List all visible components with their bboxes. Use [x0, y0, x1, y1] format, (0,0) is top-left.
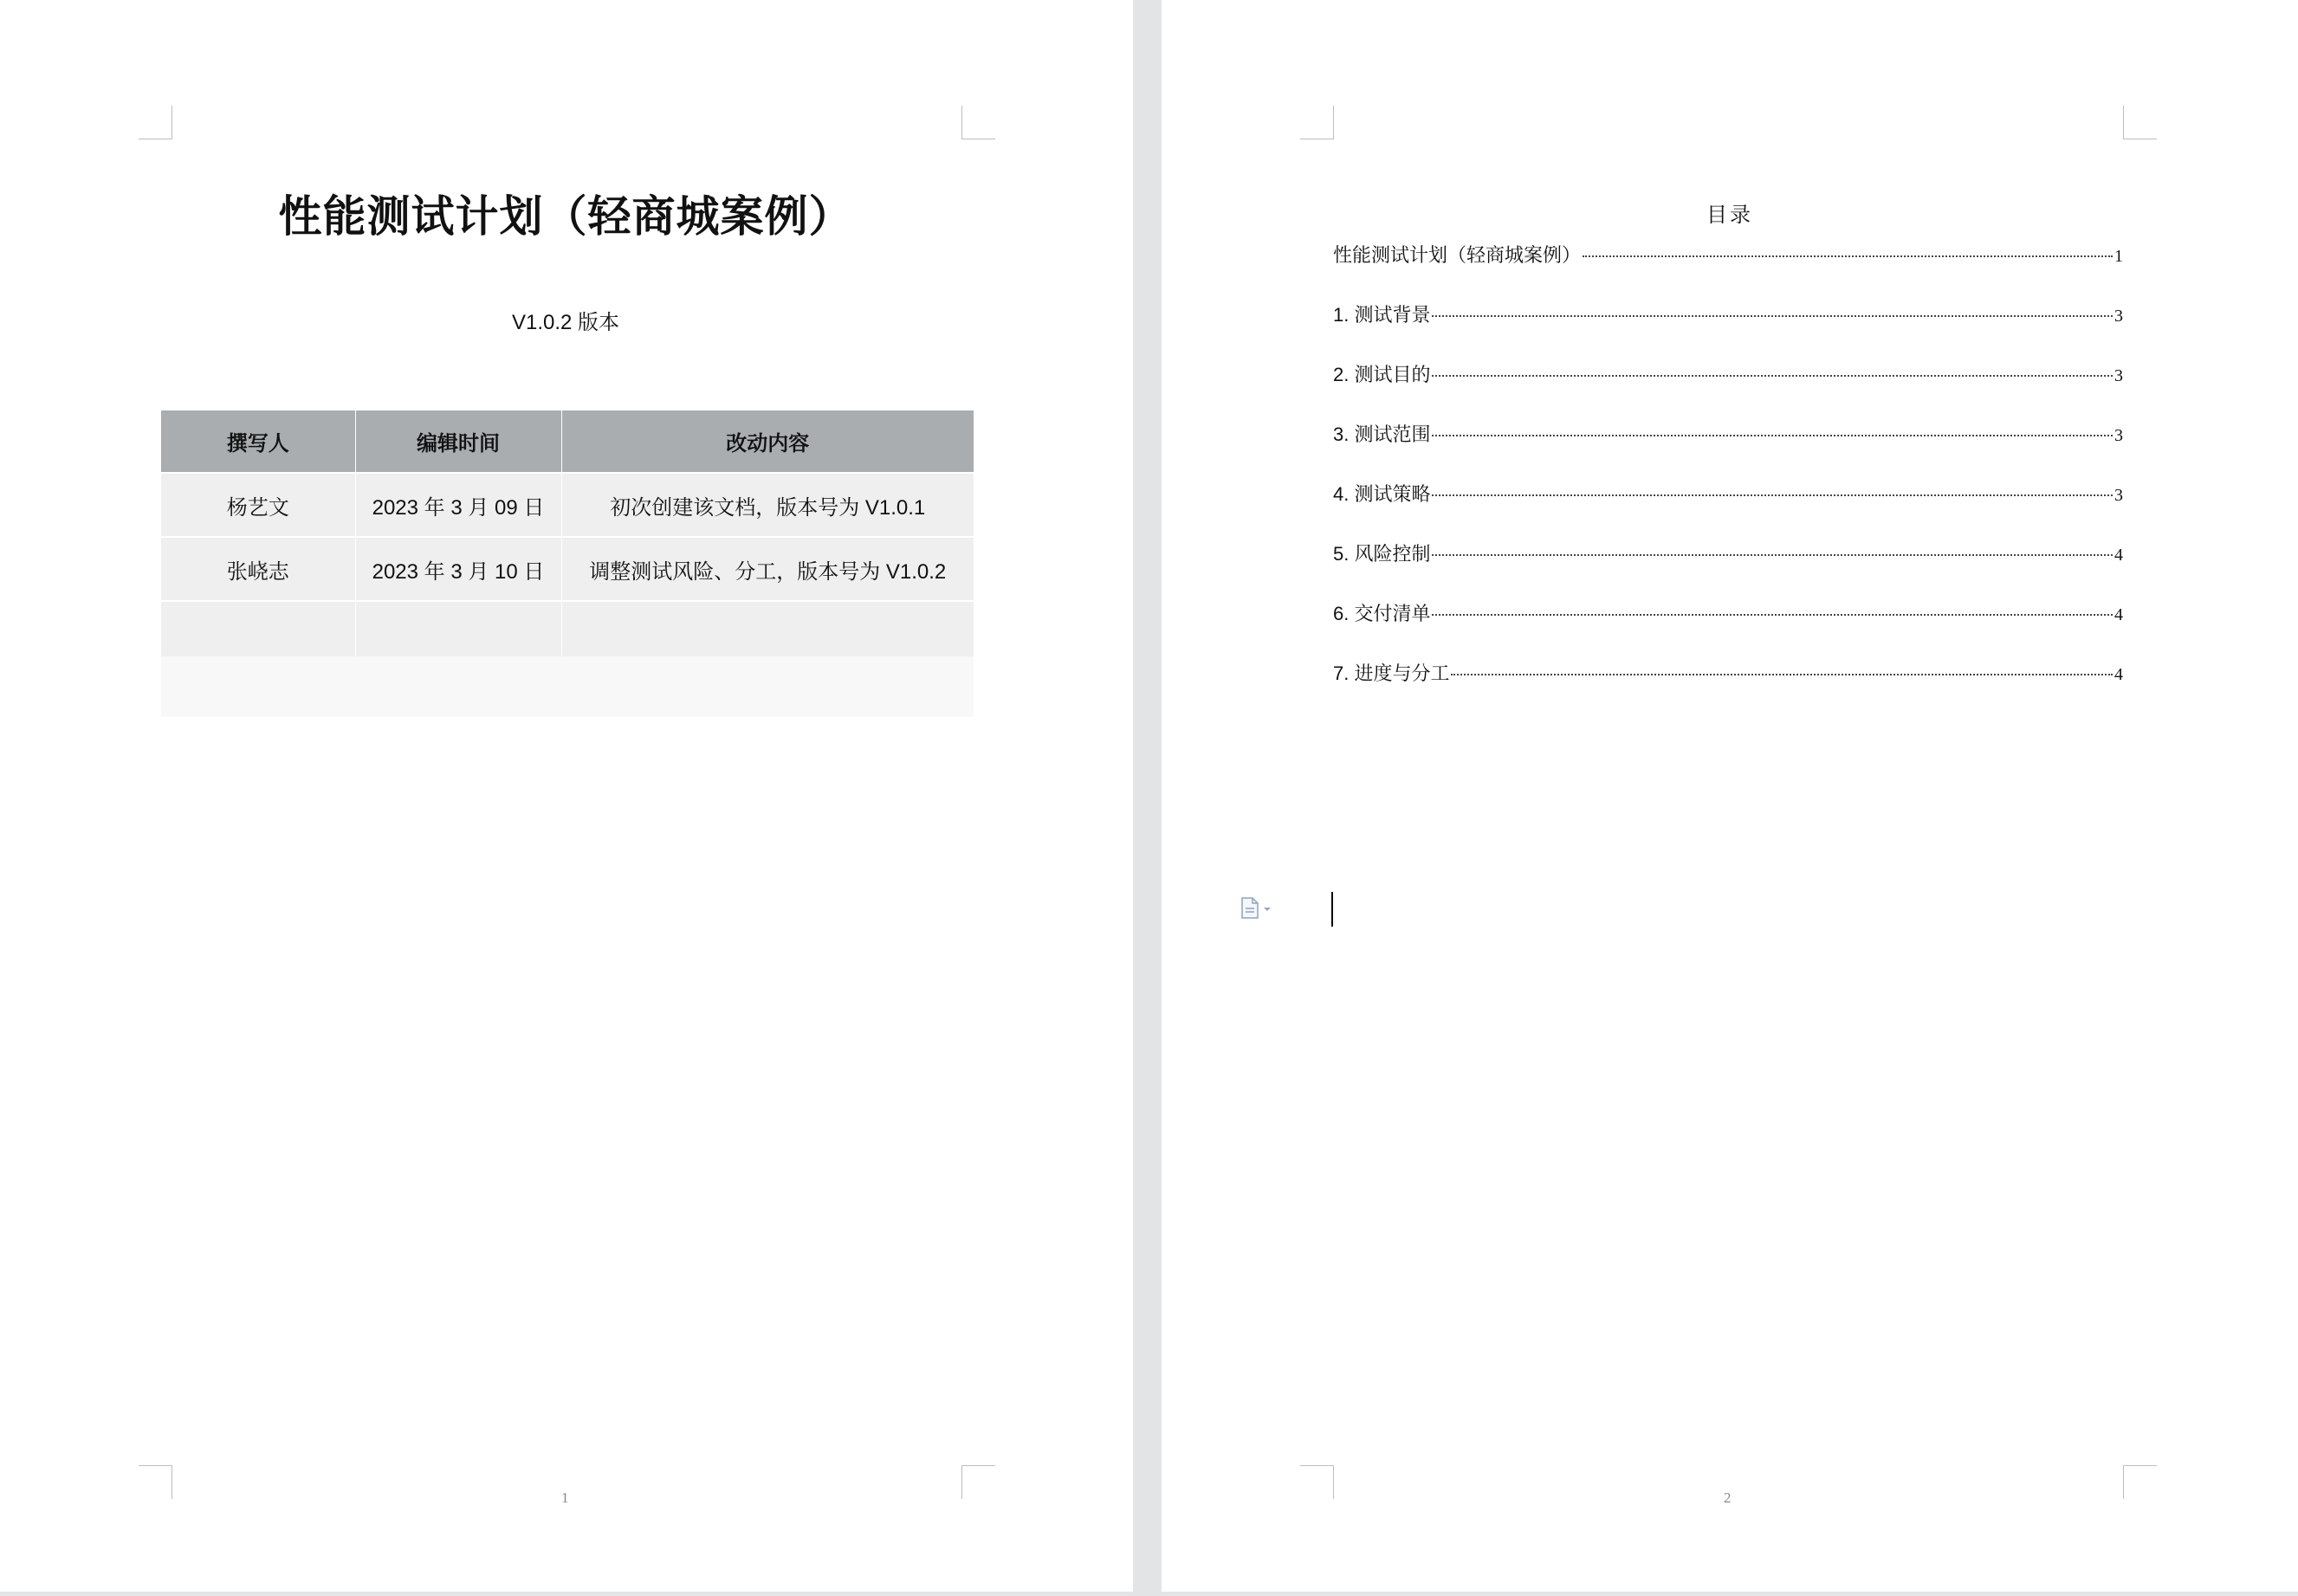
table-cell[interactable]	[561, 601, 974, 665]
toc-entry[interactable]	[1333, 241, 2123, 300]
table-cell[interactable]: 调整测试风险、分工，版本号为 V1.0.2	[561, 537, 974, 601]
toc-leader-dots	[1432, 494, 2113, 496]
toc-entry-label: 6. 交付清单	[1333, 603, 1431, 624]
table-cell[interactable]: 杨艺文	[161, 473, 355, 537]
table-of-contents	[1333, 241, 2123, 719]
table-header-row	[161, 410, 974, 473]
crop-mark	[2123, 106, 2157, 139]
document-title[interactable]: 性能测试计划（轻商城案例）	[278, 192, 853, 241]
revision-table[interactable]	[161, 410, 974, 666]
toc-entry-label: 7. 进度与分工	[1333, 662, 1450, 684]
crop-mark	[1300, 1465, 1334, 1499]
toc-entry[interactable]	[1333, 599, 2123, 659]
toc-leader-dots	[1583, 255, 2113, 257]
column-header[interactable]: 编辑时间	[355, 410, 561, 473]
table-row	[161, 601, 974, 665]
table-cell[interactable]: 2023 年 3 月 09 日	[355, 473, 561, 537]
toc-entry-label: 2. 测试目的	[1333, 364, 1431, 385]
page-number: 1	[561, 1489, 569, 1506]
paste-options-icon[interactable]	[1240, 897, 1259, 920]
table-shadow	[161, 656, 974, 717]
table-cell[interactable]	[161, 601, 355, 665]
toc-entry-page: 1	[2114, 247, 2123, 266]
toc-entry[interactable]	[1333, 300, 2123, 360]
crop-mark	[961, 106, 995, 139]
toc-entry-page: 3	[2114, 426, 2123, 445]
toc-leader-dots	[1432, 375, 2113, 377]
toc-entry-label: 4. 测试策略	[1333, 483, 1431, 505]
toc-entry-label: 5. 风险控制	[1333, 543, 1431, 565]
toc-entry[interactable]	[1333, 420, 2123, 480]
toc-leader-dots	[1432, 315, 2113, 317]
toc-entry[interactable]	[1333, 540, 2123, 599]
toc-heading[interactable]: 目录	[1706, 204, 1753, 227]
toc-entry[interactable]	[1333, 360, 2123, 420]
toc-entry-page: 3	[2114, 307, 2123, 326]
table-row	[161, 473, 974, 537]
toc-entry-label: 1. 测试背景	[1333, 304, 1431, 326]
toc-entry-page: 3	[2114, 486, 2123, 505]
crop-mark	[139, 106, 172, 139]
toc-entry-page: 4	[2114, 665, 2123, 684]
text-cursor	[1331, 892, 1333, 927]
table-cell[interactable]: 2023 年 3 月 10 日	[355, 537, 561, 601]
crop-mark	[2123, 1465, 2157, 1499]
toc-entry-label: 性能测试计划（轻商城案例）	[1333, 244, 1582, 266]
document-page-2[interactable]	[1162, 0, 2298, 1592]
toc-entry-page: 3	[2114, 366, 2123, 385]
toc-leader-dots	[1451, 674, 2113, 675]
crop-mark	[139, 1465, 172, 1499]
table-cell[interactable]: 初次创建该文档，版本号为 V1.0.1	[561, 473, 974, 537]
column-header[interactable]: 撰写人	[161, 410, 355, 473]
toc-entry[interactable]	[1333, 480, 2123, 540]
toc-entry-page: 4	[2114, 605, 2123, 624]
toc-leader-dots	[1432, 435, 2113, 436]
table-cell[interactable]	[355, 601, 561, 665]
page-number: 2	[1724, 1489, 1732, 1506]
version-label[interactable]: V1.0.2 版本	[511, 311, 620, 334]
toc-entry-label: 3. 测试范围	[1333, 423, 1431, 445]
toc-leader-dots	[1432, 554, 2113, 556]
toc-entry-page: 4	[2114, 546, 2123, 565]
column-header[interactable]: 改动内容	[561, 410, 974, 473]
crop-mark	[961, 1465, 995, 1499]
table-row	[161, 537, 974, 601]
toc-entry[interactable]	[1333, 659, 2123, 719]
toc-leader-dots	[1432, 614, 2113, 616]
document-page-1[interactable]	[0, 0, 1133, 1592]
table-cell[interactable]: 张峣志	[161, 537, 355, 601]
crop-mark	[1300, 106, 1334, 139]
chevron-down-icon[interactable]	[1263, 906, 1272, 913]
